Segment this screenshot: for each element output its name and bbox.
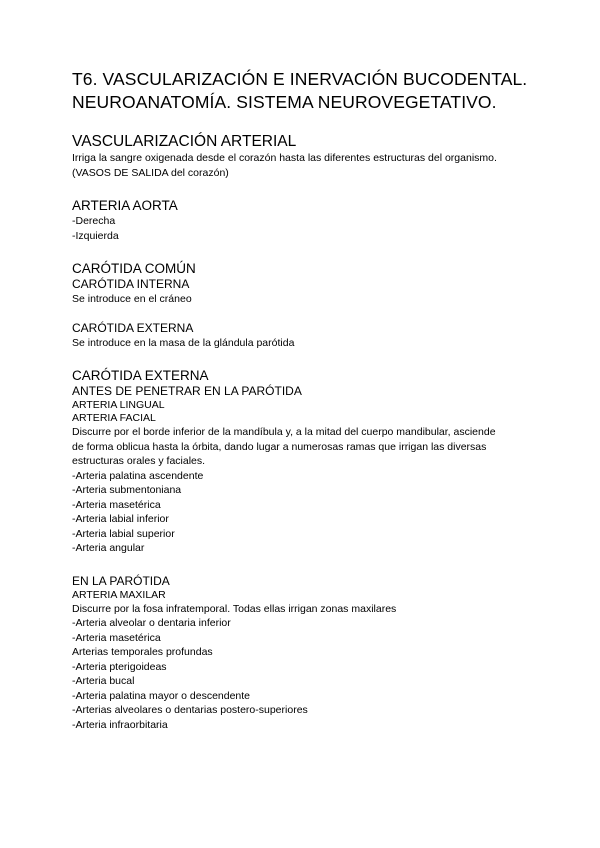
facial-branches-list [72,469,542,556]
list-item: -Arteria palatina mayor o descendente [72,689,251,702]
heading-vascularizacion: VASCULARIZACIÓN ARTERIAL [72,133,297,150]
maxilar-branches-list [72,616,542,732]
heading-carotida-comun: CARÓTIDA COMÚN [72,261,196,276]
section-carotida-comun [72,261,542,350]
list-item: -Arteria angular [72,542,145,554]
facial-desc-line: estructuras orales y faciales. [72,455,206,467]
list-item: -Arteria submentoniana [72,484,182,496]
carotida-interna-text: Se introduce en el cráneo [72,293,192,305]
heading-carotida-externa-sub: CARÓTIDA EXTERNA [72,320,194,335]
list-item: -Arteria masetérica [72,498,161,511]
list-item: -Arterias alveolares o dentarias postero-superiores [72,704,308,716]
section-aorta [72,198,542,243]
heading-carotida-externa: CARÓTIDA EXTERNA [72,368,209,383]
list-item: -Arteria bucal [72,675,135,687]
list-item: Arterias temporales profundas [72,646,213,658]
section-vascularizacion [72,133,542,180]
list-item: -Izquierda [72,229,119,242]
section-carotida-externa [72,368,542,556]
aorta-list [72,214,542,243]
list-item: -Arteria alveolar o dentaria inferior [72,617,231,629]
heading-en-la-parotida: EN LA PARÓTIDA [72,573,170,588]
list-item: -Arteria pterigoideas [72,660,167,673]
heading-arteria-facial: ARTERIA FACIAL [72,412,156,424]
list-item: -Arteria infraorbitaria [72,718,168,731]
heading-carotida-interna: CARÓTIDA INTERNA [72,277,190,291]
list-item: -Arteria palatina ascendente [72,469,204,482]
facial-desc-line: Discurre por el borde inferior de la mandíbula y, a la mitad del cuerpo mandibular, asciende [72,426,496,438]
page-title: T6. VASCULARIZACIÓN E INERVACIÓN BUCODENTAL. NEUROANATOMÍA. SISTEMA NEUROVEGETATIVO. [72,69,528,112]
vasc-text-line2: (VASOS DE SALIDA del corazón) [72,166,229,179]
section-en-la-parotida [72,574,542,733]
facial-desc-line: de forma oblicua hasta la órbita, dando lugar a numerosas ramas que irrigan las diversas [72,440,487,453]
heading-aorta: ARTERIA AORTA [72,198,178,213]
document-page [72,68,542,732]
carotida-externa-text: Se introduce en la masa de la glándula parótida [72,336,295,349]
list-item: -Derecha [72,215,116,227]
list-item: -Arteria masetérica [72,631,161,644]
heading-antes-parotida: ANTES DE PENETRAR EN LA PARÓTIDA [72,384,302,398]
heading-arteria-lingual: ARTERIA LINGUAL [72,399,165,411]
list-item: -Arteria labial inferior [72,513,169,525]
vasc-text-line1: Irriga la sangre oxigenada desde el corazón hasta las diferentes estructuras del organismo. [72,152,497,164]
maxilar-desc: Discurre por la fosa infratemporal. Todas ellas irrigan zonas maxilares [72,602,397,615]
heading-arteria-maxilar: ARTERIA MAXILAR [72,588,166,601]
list-item: -Arteria labial superior [72,527,175,540]
